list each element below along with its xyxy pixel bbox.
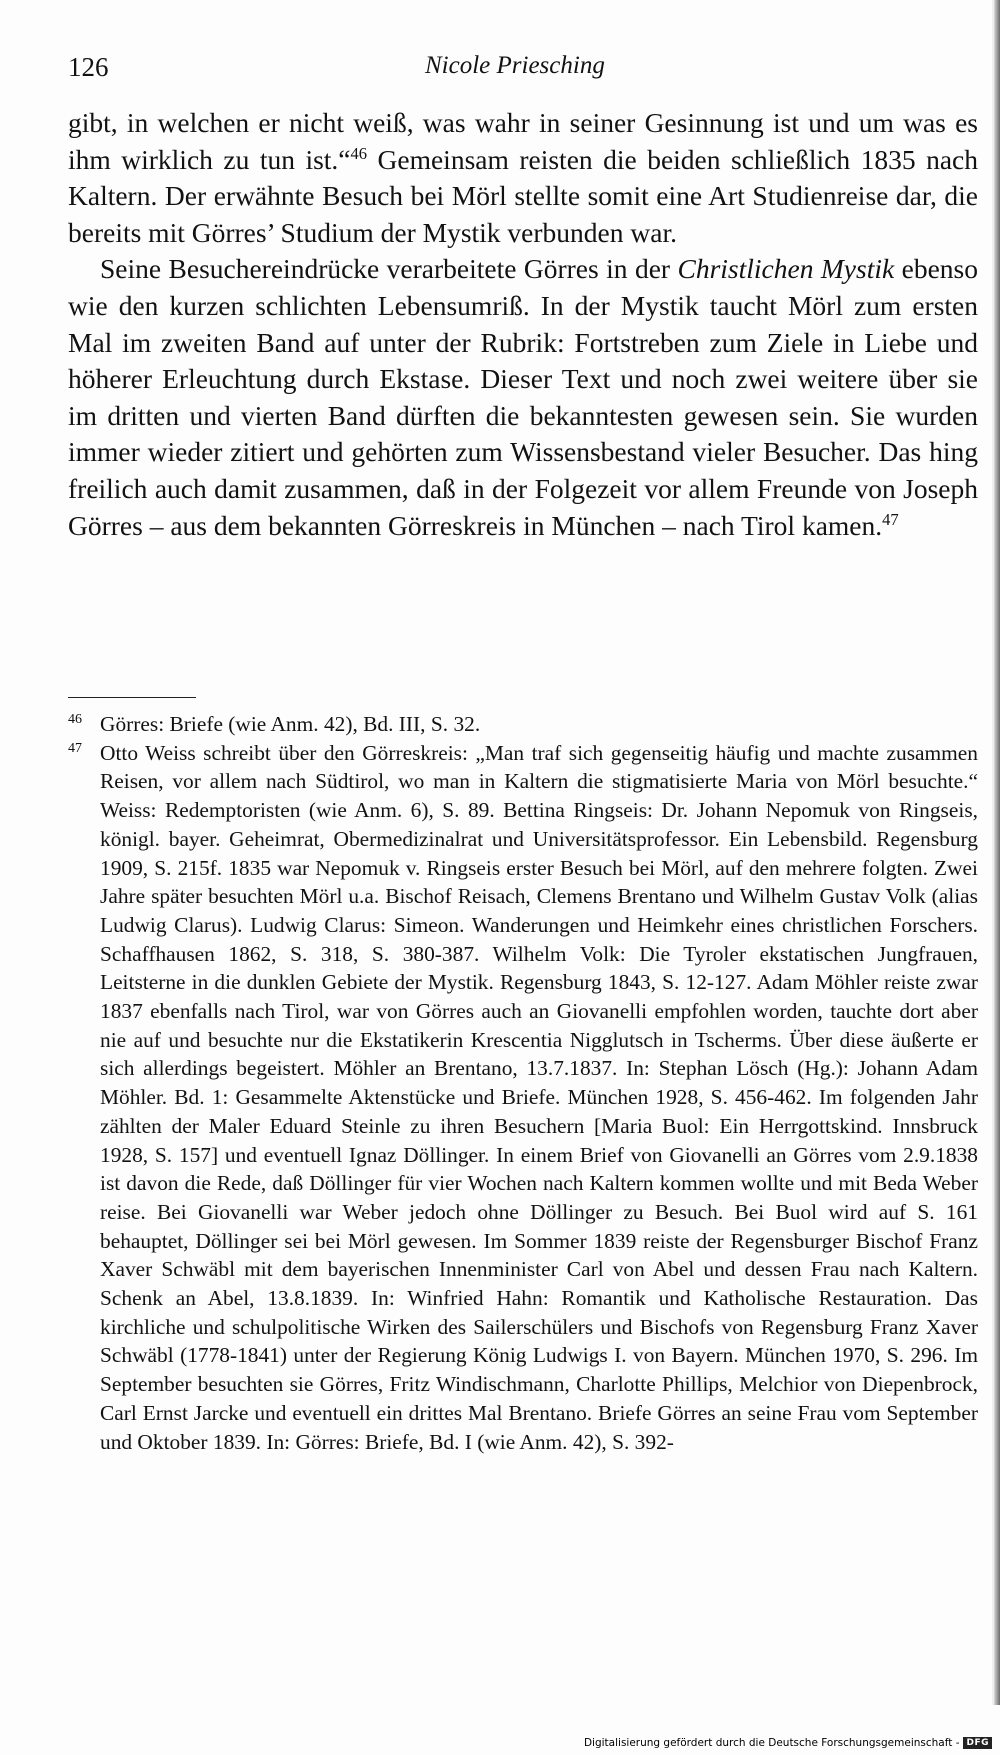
paragraph-1-text-a: gibt, in welchen er nicht weiß, was wahr in seiner Gesinnung ist und um was es ihm wirklich zu tun ist.“ xyxy=(68,107,978,175)
paragraph-1 xyxy=(68,105,978,251)
footnote-number: 46 xyxy=(68,712,82,727)
footnote-ref-46[interactable]: 46 xyxy=(350,143,368,163)
running-head-author: Nicole Priesching xyxy=(425,52,605,79)
main-text xyxy=(68,105,978,544)
digitization-credit xyxy=(584,1737,992,1749)
credit-text: Digitalisierung gefördert durch die Deutsche Forschungsgemeinschaft - xyxy=(583,1737,960,1749)
footnote-ref-47[interactable]: 47 xyxy=(882,509,899,529)
footnote-47 xyxy=(68,739,978,1457)
footnotes xyxy=(68,710,978,1456)
footnote-46 xyxy=(68,710,978,739)
footnote-text: Görres: Briefe (wie Anm. 42), Bd. III, S. 32. xyxy=(100,712,481,736)
footnote-text: Otto Weiss schreibt über den Görreskreis: „Man traf sich gegenseitig häufig und machte zusammen Reisen, vor allem nach Südtirol, wo man in Kaltern die stigmatisierte Maria von Mörl besuchte.“ Weiss: Redemptoristen (wie Anm. 6), S. 89. Bettina Ringseis: Dr. Johann Nepomuk von Ringseis, königl. bayer. Geheimrat, Obermedizinalrat und Universitätsprofessor. Ein Lebensbild. Regensburg 1909, S. 215f. 1835 war Nepomuk v. Ringseis erster Besuch bei Mörl, auf den mehrere folgten. Zwei Jahre später besuchten Mörl u.a. Bischof Reisach, Clemens Brentano und Wilhelm Gustav Volk (alias Ludwig Clarus). Ludwig Clarus: Simeon. Wanderungen und Heimkehr eines christlichen Forschers. Schaffhausen 1862, S. 318, S. 380-387. Wilhelm Volk: Die Tyroler ekstatischen Jungfrauen, Leitsterne in die dunklen Gebiete der Mystik. Regensburg 1843, S. 12-127. Adam Möhler reiste zwar 1837 ebenfalls nach Tirol, war von Görres auch an Giovanelli empfohlen worden, tauchte dort aber nie auf und besuchte nur die Ekstatikerin Krescentia Nigglutsch in Tscherms. Über diese äußerte er sich allerdings begeistert. Möhler an Brentano, 13.7.1837. In: Stephan Lösch (Hg.): Johann Adam Möhler. Bd. 1: Gesammelte Aktenstücke und Briefe. München 1928, S. 456-462. Im folgenden Jahr zählten der Maler Eduard Steinle zu ihren Besuchern [Maria Buol: Ein Herrgottskind. Innsbruck 1928, S. 157] und eventuell Ignaz Döllinger. In einem Brief von Giovanelli an Görres vom 2.9.1838 ist davon die Rede, daß Döllinger für vier Wochen nach Kaltern kommen wollte und mit Beda Weber reise. Bei Giovanelli war Weber jedoch ohne Döllinger zu Besuch. Bei Buol wird auf S. 161 behauptet, Döllinger sei bei Mörl gewesen. Im Sommer 1839 reiste der Regensburger Bischof Franz Xaver Schwäbl mit dem bayerischen Innenminister Carl von Abel und dessen Frau nach Kaltern. Schenk an Abel, 13.8.1839. In: Winfried Hahn: Romantik und Katholische Restauration. Das kirchliche und schulpolitische Wirken des Sailerschülers und Bischofs von Regensburg Franz Xaver Schwäbl (1778-1841) unter der Regierung König Ludwigs I. von Bayern. München 1970, S. 296. Im September besuchten sie Görres, Fritz Windischmann, Charlotte Phillips, Melchior von Diepenbrock, Carl Ernst Jarcke und eventuell ein drittes Mal Brentano. Briefe Görres an seine Frau vom September und Oktober 1839. In: Görres: Briefe, Bd. I (wie Anm. 42), S. 392- xyxy=(100,740,978,1454)
paragraph-2 xyxy=(68,251,978,544)
page-header xyxy=(68,52,968,92)
paragraph-2-text-b: ebenso wie den kurzen schlichten Lebensumriß. In der Mystik taucht Mörl zum ersten Mal im zweiten Band auf unter der Rubrik: Fortstreben zum Ziele in Liebe und höherer Erleuchtung durch Ekstase. Dieser Text und noch zwei weitere über sie im dritten und vierten Band dürften die bekanntesten gewesen sein. Sie wurden immer wieder zitiert und gehörten zum Wissensbestand vieler Besucher. Das hing freilich auch damit zusammen, daß in der Folgezeit vor allem Freunde von Joseph Görres – aus dem bekannten Görreskreis in München – nach Tirol kamen. xyxy=(68,253,978,541)
footnote-number: 47 xyxy=(68,740,82,756)
footnote-divider xyxy=(68,697,196,698)
paragraph-2-text-a: Seine Besuchereindrücke verarbeitete Görres in der xyxy=(100,253,678,285)
page-number: 126 xyxy=(68,52,109,82)
page-edge-shadow xyxy=(994,0,1000,1705)
book-title-christliche-mystik: Christlichen Mystik xyxy=(677,253,895,285)
dfg-logo: DFG xyxy=(963,1737,992,1749)
paragraph-1-text-b: Gemeinsam reisten die beiden schließlich 1835 nach Kaltern. Der erwähnte Besuch bei Mörl stellte somit eine Art Studienreise dar, die bereits mit Görres’ Studium der Mystik verbunden war. xyxy=(68,143,979,248)
